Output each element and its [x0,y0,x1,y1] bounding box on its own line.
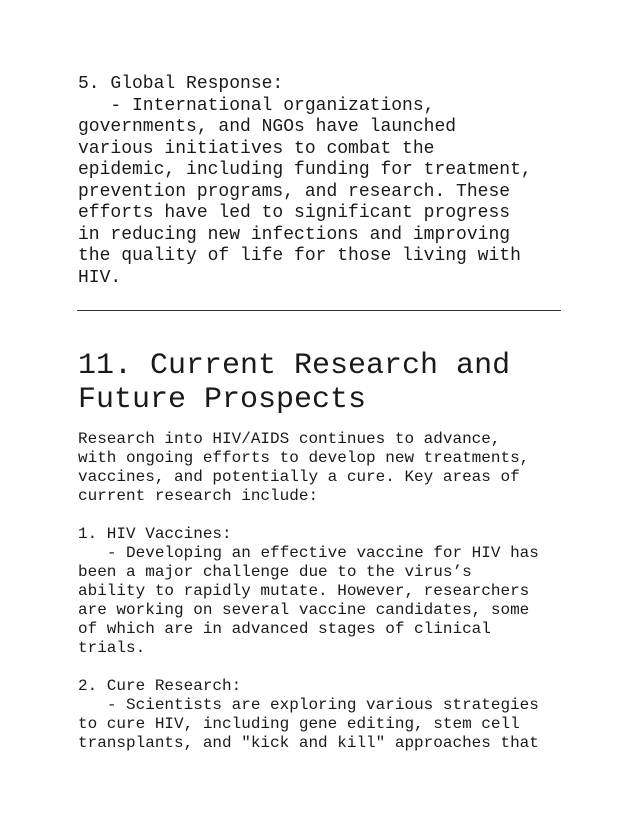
hiv-vaccines-item: 1. HIV Vaccines: - Developing an effective vaccine for HIV has been a major challenge due to the virus’s ability to rapidly mutate. However, researchers are working on several vaccine candidates, some of which are in advanced stages of clinical trials. [78,525,539,657]
document-page [78,74,564,753]
global-response-paragraph: 5. Global Response: - International organizations, governments, and NGOs have launched various initiatives to combat the epidemic, including funding for treatment, prevention programs, and research. These efforts have led to significant progress in reducing new infections and improving the quality of life for those living with HIV. [78,74,532,288]
intro-paragraph: Research into HIV/AIDS continues to advance, with ongoing efforts to develop new treatments, vaccines, and potentially a cure. Key areas of current research include: [78,430,530,505]
section-heading: 11. Current Research and Future Prospects [78,349,511,417]
section-divider [77,310,561,311]
cure-research-item: 2. Cure Research: - Scientists are exploring various strategies to cure HIV, including gene editing, stem cell transplants, and "kick and kill" approaches that [78,677,539,752]
